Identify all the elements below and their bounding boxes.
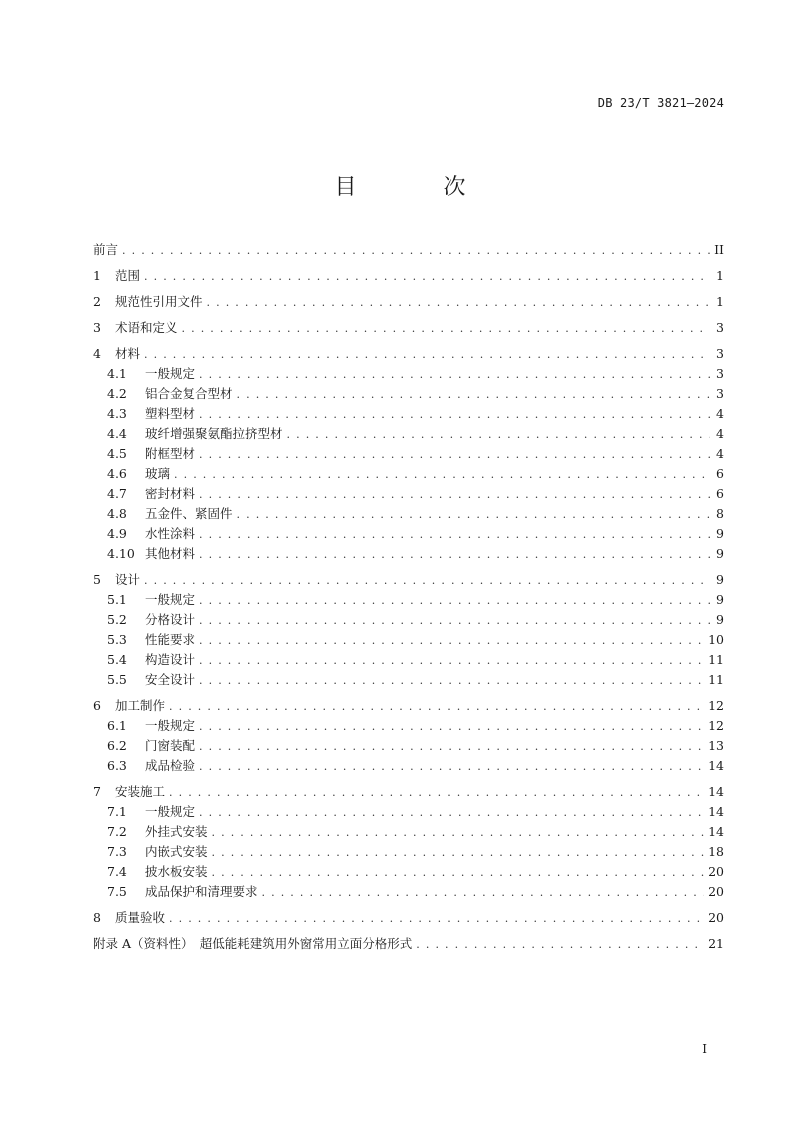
toc-entry-label: 一般规定 xyxy=(145,592,196,607)
toc-entry-page: 20 xyxy=(708,864,724,879)
toc-entry-label: 一般规定 xyxy=(145,804,196,819)
toc-entry[interactable] xyxy=(93,424,724,444)
toc-entry[interactable] xyxy=(93,292,724,312)
toc-entry-page: 11 xyxy=(708,652,724,667)
toc-entry-number: 4 xyxy=(93,346,101,361)
toc-entry-number: 5.1 xyxy=(107,592,127,607)
toc-entry-page: 6 xyxy=(716,466,724,481)
toc-entry-page: 4 xyxy=(716,406,724,421)
toc-leader-dots xyxy=(262,883,705,903)
toc-entry-page: 14 xyxy=(708,758,724,773)
toc-entry[interactable] xyxy=(93,756,724,776)
toc-leader-dots xyxy=(144,267,710,287)
toc-leader-dots xyxy=(207,293,710,313)
toc-entry[interactable] xyxy=(93,842,724,862)
toc-entry[interactable] xyxy=(93,822,724,842)
toc-entry-label: 一般规定 xyxy=(145,718,196,733)
toc-entry-label: 密封材料 xyxy=(145,486,196,501)
toc-entry-number: 5.4 xyxy=(107,652,127,667)
toc-entry-number: 7.3 xyxy=(107,844,127,859)
toc-entry-page: 6 xyxy=(716,486,724,501)
toc-entry-label: 质量验收 xyxy=(115,910,166,925)
toc-entry-page: II xyxy=(714,242,724,257)
toc-entry-label: 前言 xyxy=(93,242,119,257)
toc-entry[interactable] xyxy=(93,364,724,384)
toc-entry-number: 1 xyxy=(93,268,101,283)
toc-entry-page: 4 xyxy=(716,446,724,461)
toc-leader-dots xyxy=(237,385,710,405)
toc-entry-number: 3 xyxy=(93,320,101,335)
toc-leader-dots xyxy=(122,241,710,261)
toc-entry-number: 7 xyxy=(93,784,101,799)
toc-entry-number: 5.5 xyxy=(107,672,127,687)
toc-entry[interactable] xyxy=(93,484,724,504)
toc-leader-dots xyxy=(287,425,710,445)
toc-entry[interactable] xyxy=(93,630,724,650)
toc-entry-number: 7.4 xyxy=(107,864,127,879)
toc-entry-number: 4.8 xyxy=(107,506,127,521)
toc-entry[interactable] xyxy=(93,570,724,590)
toc-leader-dots xyxy=(199,591,710,611)
document-code: DB 23/T 3821—2024 xyxy=(597,96,724,110)
toc-leader-dots xyxy=(199,545,710,565)
toc-entry-label: 附框型材 xyxy=(145,446,196,461)
toc-entry-label: 分格设计 xyxy=(145,612,196,627)
table-of-contents xyxy=(93,240,724,954)
toc-entry[interactable] xyxy=(93,862,724,882)
toc-entry-number: 6.2 xyxy=(107,738,127,753)
toc-entry-label: 内嵌式安装 xyxy=(145,844,208,859)
footer-page-number: I xyxy=(702,1042,707,1056)
toc-entry-label: 披水板安装 xyxy=(145,864,208,879)
toc-entry-number: 4.1 xyxy=(107,366,127,381)
toc-entry-number: 6.1 xyxy=(107,718,127,733)
toc-leader-dots xyxy=(199,671,704,691)
toc-entry-page: 14 xyxy=(708,804,724,819)
toc-entry[interactable] xyxy=(93,736,724,756)
toc-leader-dots xyxy=(212,863,705,883)
toc-entry-number: 4.4 xyxy=(107,426,127,441)
toc-entry-number: 4.7 xyxy=(107,486,127,501)
toc-entry[interactable] xyxy=(93,266,724,286)
toc-entry-page: 20 xyxy=(708,884,724,899)
toc-entry-page: 18 xyxy=(708,844,724,859)
toc-entry[interactable] xyxy=(93,696,724,716)
toc-entry-label: 规范性引用文件 xyxy=(115,294,203,309)
toc-entry-number: 6.3 xyxy=(107,758,127,773)
toc-entry[interactable] xyxy=(93,882,724,902)
toc-entry-label: 玻璃 xyxy=(145,466,171,481)
toc-entry[interactable] xyxy=(93,590,724,610)
toc-entry-number: 5.3 xyxy=(107,632,127,647)
toc-entry[interactable] xyxy=(93,504,724,524)
toc-entry-label: 铝合金复合型材 xyxy=(145,386,233,401)
toc-entry[interactable] xyxy=(93,524,724,544)
toc-entry-label: 五金件、紧固件 xyxy=(145,506,233,521)
toc-entry[interactable] xyxy=(93,544,724,564)
toc-leader-dots xyxy=(199,737,704,757)
toc-leader-dots xyxy=(212,843,705,863)
toc-entry-number: 6 xyxy=(93,698,101,713)
toc-entry[interactable] xyxy=(93,240,724,260)
toc-entry[interactable] xyxy=(93,782,724,802)
toc-entry-number: 4.9 xyxy=(107,526,127,541)
toc-entry-page: 10 xyxy=(708,632,724,647)
toc-entry[interactable] xyxy=(93,802,724,822)
toc-entry-label: 材料 xyxy=(115,346,141,361)
toc-entry[interactable] xyxy=(93,318,724,338)
toc-entry[interactable] xyxy=(93,650,724,670)
toc-leader-dots xyxy=(199,445,710,465)
toc-entry-label: 成品保护和清理要求 xyxy=(145,884,258,899)
toc-entry-number: 7.5 xyxy=(107,884,127,899)
toc-leader-dots xyxy=(199,717,704,737)
toc-entry-label: 外挂式安装 xyxy=(145,824,208,839)
toc-entry-page: 14 xyxy=(708,784,724,799)
toc-entry-page: 3 xyxy=(716,386,724,401)
toc-entry-page: 8 xyxy=(716,506,724,521)
toc-entry-label: 加工制作 xyxy=(115,698,166,713)
toc-leader-dots xyxy=(416,935,704,955)
toc-entry-label: 玻纤增强聚氨酯拉挤型材 xyxy=(145,426,283,441)
toc-entry-page: 1 xyxy=(716,294,724,309)
toc-entry[interactable] xyxy=(93,908,724,928)
toc-entry-label: 附录 A（资料性） 超低能耗建筑用外窗常用立面分格形式 xyxy=(93,936,413,951)
toc-entry-page: 4 xyxy=(716,426,724,441)
toc-entry-label: 构造设计 xyxy=(145,652,196,667)
toc-entry-number: 4.10 xyxy=(107,546,135,561)
toc-entry-page: 9 xyxy=(716,592,724,607)
toc-entry[interactable] xyxy=(93,670,724,690)
toc-leader-dots xyxy=(199,631,704,651)
toc-leader-dots xyxy=(174,465,710,485)
toc-entry-number: 5 xyxy=(93,572,101,587)
toc-entry-label: 其他材料 xyxy=(145,546,196,561)
toc-entry[interactable] xyxy=(93,716,724,736)
toc-entry-label: 水性涂料 xyxy=(145,526,196,541)
toc-entry-label: 门窗装配 xyxy=(145,738,196,753)
toc-entry-page: 12 xyxy=(708,698,724,713)
toc-entry-label: 范围 xyxy=(115,268,141,283)
toc-entry[interactable] xyxy=(93,344,724,364)
toc-entry-label: 安全设计 xyxy=(145,672,196,687)
toc-entry-page: 14 xyxy=(708,824,724,839)
toc-entry-number: 5.2 xyxy=(107,612,127,627)
toc-entry-page: 3 xyxy=(716,366,724,381)
toc-entry-label: 设计 xyxy=(115,572,141,587)
toc-leader-dots xyxy=(199,525,710,545)
toc-entry[interactable] xyxy=(93,404,724,424)
toc-leader-dots xyxy=(182,319,710,339)
toc-entry-number: 4.2 xyxy=(107,386,127,401)
toc-entry-label: 一般规定 xyxy=(145,366,196,381)
toc-entry[interactable] xyxy=(93,464,724,484)
toc-entry[interactable] xyxy=(93,384,724,404)
toc-leader-dots xyxy=(199,803,704,823)
toc-leader-dots xyxy=(199,651,704,671)
toc-entry-page: 9 xyxy=(716,572,724,587)
toc-entry-page: 9 xyxy=(716,546,724,561)
toc-entry-label: 塑料型材 xyxy=(145,406,196,421)
toc-entry-number: 4.3 xyxy=(107,406,127,421)
toc-leader-dots xyxy=(237,505,710,525)
toc-entry-number: 7.2 xyxy=(107,824,127,839)
toc-leader-dots xyxy=(169,697,704,717)
toc-entry-number: 2 xyxy=(93,294,101,309)
toc-entry-number: 4.5 xyxy=(107,446,127,461)
toc-leader-dots xyxy=(199,611,710,631)
toc-entry-page: 3 xyxy=(716,320,724,335)
toc-leader-dots xyxy=(144,571,710,591)
toc-entry-label: 性能要求 xyxy=(145,632,196,647)
toc-entry-page: 3 xyxy=(716,346,724,361)
toc-entry[interactable] xyxy=(93,610,724,630)
toc-entry-label: 术语和定义 xyxy=(115,320,178,335)
toc-entry-page: 20 xyxy=(708,910,724,925)
toc-entry-page: 9 xyxy=(716,612,724,627)
toc-entry-page: 21 xyxy=(708,936,724,951)
toc-entry-label: 安装施工 xyxy=(115,784,166,799)
toc-entry-number: 8 xyxy=(93,910,101,925)
page-title: 目 次 xyxy=(334,175,506,200)
toc-leader-dots xyxy=(199,365,710,385)
toc-leader-dots xyxy=(169,909,704,929)
toc-leader-dots xyxy=(199,485,710,505)
toc-entry-number: 7.1 xyxy=(107,804,127,819)
toc-leader-dots xyxy=(144,345,710,365)
toc-entry-page: 13 xyxy=(708,738,724,753)
toc-entry-label: 成品检验 xyxy=(145,758,196,773)
toc-entry-page: 1 xyxy=(716,268,724,283)
toc-entry-number: 4.6 xyxy=(107,466,127,481)
toc-entry[interactable] xyxy=(93,444,724,464)
toc-leader-dots xyxy=(199,405,710,425)
toc-leader-dots xyxy=(212,823,705,843)
toc-entry[interactable] xyxy=(93,934,724,954)
toc-entry-page: 12 xyxy=(708,718,724,733)
toc-entry-page: 11 xyxy=(708,672,724,687)
toc-leader-dots xyxy=(199,757,704,777)
toc-entry-page: 9 xyxy=(716,526,724,541)
toc-leader-dots xyxy=(169,783,704,803)
